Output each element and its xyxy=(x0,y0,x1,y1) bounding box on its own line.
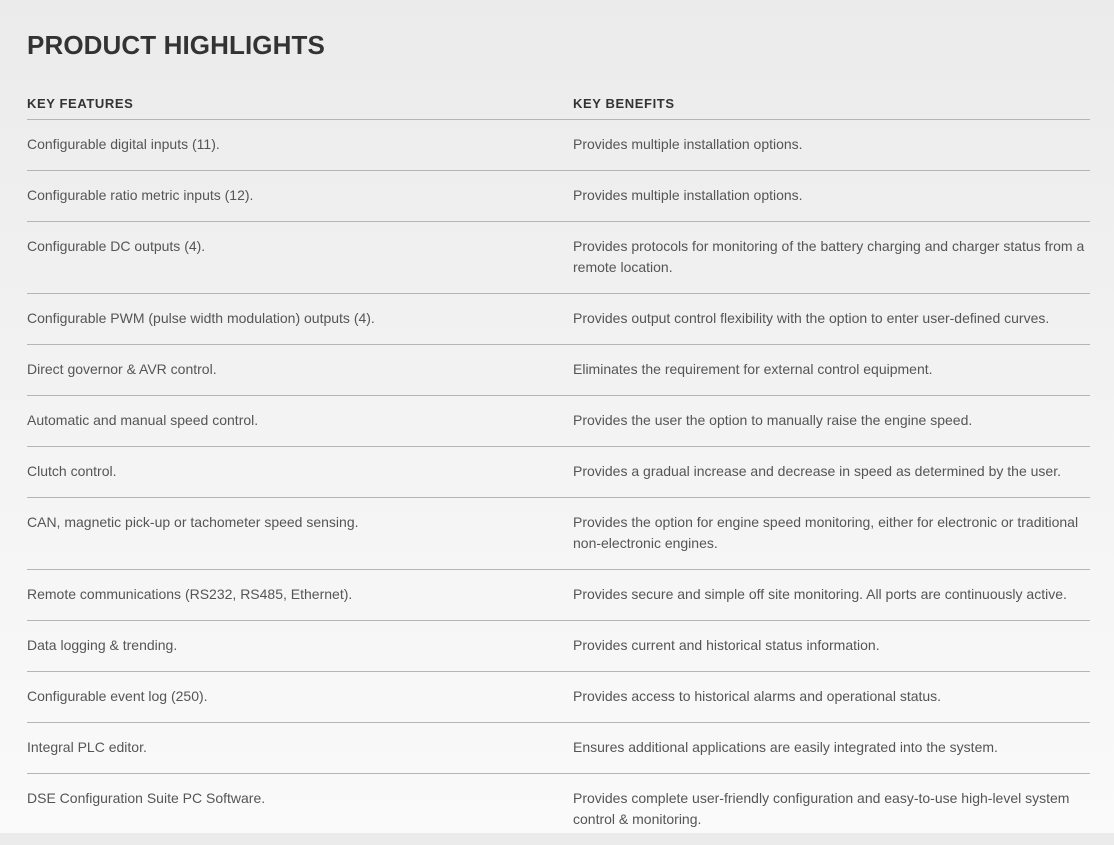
benefit-cell: Provides the option for engine speed monitoring, either for electronic or traditional non-electronic engines. xyxy=(573,514,1079,551)
benefit-cell: Provides protocols for monitoring of the battery charging and charger status from a remote location. xyxy=(573,238,1085,275)
table-row xyxy=(27,294,1090,345)
column-header-features: KEY FEATURES xyxy=(27,96,134,111)
table-row xyxy=(27,447,1090,498)
feature-cell: Configurable event log (250). xyxy=(27,688,208,704)
table-row xyxy=(27,723,1090,774)
feature-cell: CAN, magnetic pick-up or tachometer speed sensing. xyxy=(27,514,359,530)
benefit-cell: Provides multiple installation options. xyxy=(573,187,803,203)
table-row xyxy=(27,672,1090,723)
table-row xyxy=(27,396,1090,447)
benefit-cell: Provides a gradual increase and decrease in speed as determined by the user. xyxy=(573,463,1061,479)
highlights-table xyxy=(27,91,1090,845)
benefit-cell: Provides multiple installation options. xyxy=(573,136,803,152)
benefit-cell: Provides complete user-friendly configuration and easy-to-use high-level system control & monitoring. xyxy=(573,790,1070,827)
table-row xyxy=(27,120,1090,171)
benefit-cell: Provides output control flexibility with the option to enter user-defined curves. xyxy=(573,310,1050,326)
benefit-cell: Eliminates the requirement for external control equipment. xyxy=(573,361,933,377)
feature-cell: Configurable ratio metric inputs (12). xyxy=(27,187,254,203)
benefit-cell: Provides secure and simple off site monitoring. All ports are continuously active. xyxy=(573,586,1067,602)
table-row xyxy=(27,171,1090,222)
table-row xyxy=(27,498,1090,570)
feature-cell: Configurable PWM (pulse width modulation) outputs (4). xyxy=(27,310,375,326)
feature-cell: DSE Configuration Suite PC Software. xyxy=(27,790,266,806)
table-row xyxy=(27,570,1090,621)
benefit-cell: Provides current and historical status information. xyxy=(573,637,880,653)
feature-cell: Direct governor & AVR control. xyxy=(27,361,217,377)
feature-cell: Configurable digital inputs (11). xyxy=(27,136,220,152)
benefit-cell: Ensures additional applications are easily integrated into the system. xyxy=(573,739,998,755)
table-row xyxy=(27,774,1090,845)
table-header-row xyxy=(27,91,1090,120)
feature-cell: Automatic and manual speed control. xyxy=(27,412,259,428)
benefit-cell: Provides access to historical alarms and operational status. xyxy=(573,688,942,704)
feature-cell: Integral PLC editor. xyxy=(27,739,147,755)
feature-cell: Configurable DC outputs (4). xyxy=(27,238,206,254)
feature-cell: Remote communications (RS232, RS485, Ethernet). xyxy=(27,586,353,602)
benefit-cell: Provides the user the option to manually raise the engine speed. xyxy=(573,412,973,428)
feature-cell: Clutch control. xyxy=(27,463,117,479)
column-header-benefits: KEY BENEFITS xyxy=(573,96,675,111)
feature-cell: Data logging & trending. xyxy=(27,637,178,653)
page-title: PRODUCT HIGHLIGHTS xyxy=(27,30,325,60)
table-row xyxy=(27,621,1090,672)
table-row xyxy=(27,345,1090,396)
table-row xyxy=(27,222,1090,294)
